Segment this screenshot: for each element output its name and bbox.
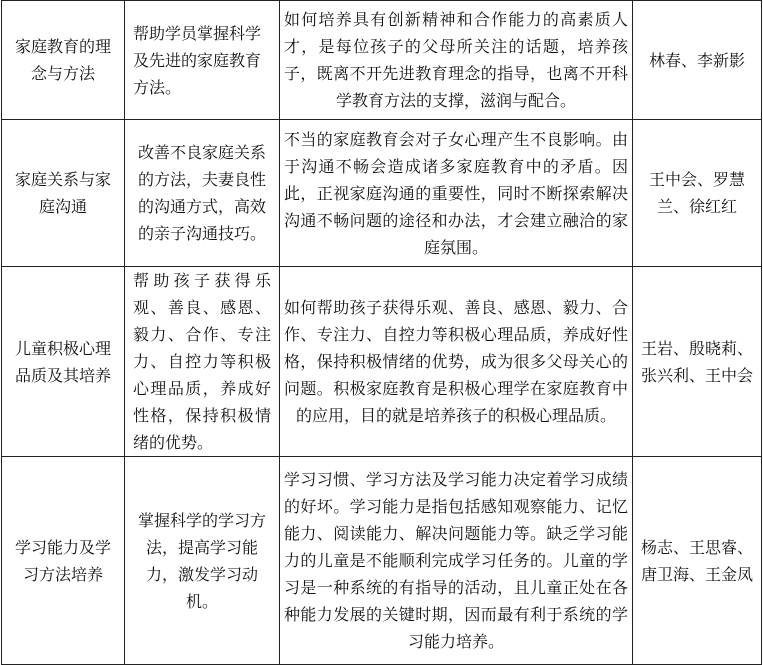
table-row — [2, 1, 762, 120]
teachers-cell: 王中会、罗慧兰、徐红红 — [633, 120, 762, 267]
table-row — [2, 267, 762, 457]
goal-cell: 改善不良家庭关系的方法，夫妻良性的沟通方式，高效的亲子沟通技巧。 — [125, 120, 280, 267]
topic-cell: 学习能力及学习方法培养 — [2, 457, 125, 665]
goal-cell: 掌握科学的学习方法，提高学习能力，激发学习动机。 — [125, 457, 280, 665]
teachers-cell: 王岩、殷晓莉、张兴利、王中会 — [633, 267, 762, 457]
table-row — [2, 457, 762, 665]
course-table — [1, 0, 762, 665]
description-cell: 如何培养具有创新精神和合作能力的高素质人才，是每位孩子的父母所关注的话题，培养孩子，既离不开先进教育理念的指导，也离不开科学教育方法的支撑，滋润与配合。 — [280, 1, 633, 120]
topic-cell: 家庭教育的理念与方法 — [2, 1, 125, 120]
teachers-cell: 杨志、王思睿、唐卫海、王金凤 — [633, 457, 762, 665]
description-cell: 如何帮助孩子获得乐观、善良、感恩、毅力、合作、专注力、自控力等积极心理品质，养成好性格，保持积极情绪的优势，成为很多父母关心的问题。积极家庭教育是积极心理学在家庭教育中的应用，目的就是培养孩子的积极心理品质。 — [280, 267, 633, 457]
goal-cell: 帮助学员掌握科学及先进的家庭教育方法。 — [125, 1, 280, 120]
table-row — [2, 120, 762, 267]
goal-cell: 帮助孩子获得乐观、善良、感恩、毅力、合作、专注力、自控力等积极心理品质，养成好性格，保持积极情绪的优势。 — [125, 267, 280, 457]
teachers-cell: 林春、李新影 — [633, 1, 762, 120]
description-cell: 学习习惯、学习方法及学习能力决定着学习成绩的好坏。学习能力是指包括感知观察能力、记忆能力、阅读能力、解决问题能力等。缺乏学习能力的儿童是不能顺利完成学习任务的。儿童的学习是一种系统的有指导的活动，且儿童正处在各种能力发展的关键时期，因而最有利于系统的学习能力培养。 — [280, 457, 633, 665]
description-cell: 不当的家庭教育会对子女心理产生不良影响。由于沟通不畅会造成诸多家庭教育中的矛盾。因此，正视家庭沟通的重要性，同时不断探索解决沟通不畅问题的途径和办法，才会建立融洽的家庭氛围。 — [280, 120, 633, 267]
topic-cell: 家庭关系与家庭沟通 — [2, 120, 125, 267]
topic-cell: 儿童积极心理品质及其培养 — [2, 267, 125, 457]
